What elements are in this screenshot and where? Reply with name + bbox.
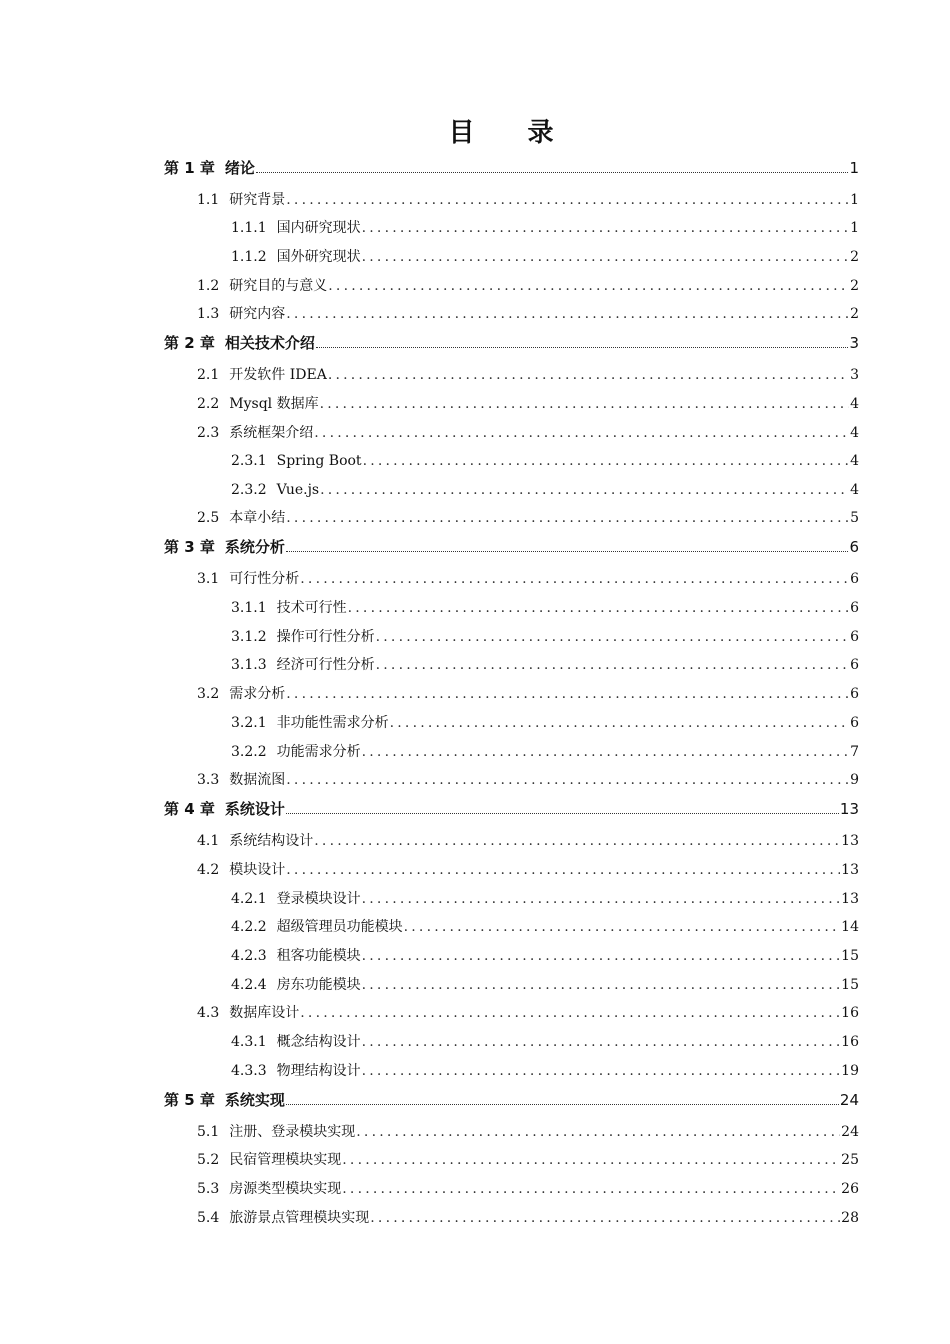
toc-entry-number: 4.2.3 — [231, 948, 267, 964]
toc-entry-page: 1 — [850, 192, 859, 208]
toc-entry-page: 1 — [850, 220, 859, 236]
toc-entry-page: 28 — [841, 1210, 859, 1226]
toc-entry-page: 19 — [841, 1063, 859, 1079]
toc-entry-text: 数据流图 — [229, 772, 286, 788]
toc-entry-number: 1.1.1 — [231, 220, 267, 236]
toc-entry-label — [197, 188, 285, 212]
toc-entry[interactable] — [197, 302, 859, 326]
toc-entry-text: 技术可行性 — [276, 600, 347, 616]
toc-entry-number: 1.3 — [197, 306, 220, 322]
toc-entry-number: 第 2 章 — [164, 334, 215, 352]
toc-entry[interactable] — [197, 392, 859, 416]
toc-entry[interactable] — [231, 449, 859, 473]
dot-leader — [286, 768, 849, 792]
toc-entry-number: 1.2 — [197, 278, 220, 294]
toc-entry[interactable] — [197, 1206, 859, 1230]
toc-entry-number: 2.3.1 — [231, 453, 267, 469]
toc-entry-page: 14 — [841, 919, 859, 935]
toc-entry-page: 4 — [850, 482, 859, 498]
toc-entry-text: 系统结构设计 — [229, 833, 314, 849]
toc-entry-label — [164, 156, 255, 180]
toc-entry-label — [231, 216, 361, 240]
toc-entry-label — [197, 1177, 341, 1201]
toc-entry-page: 6 — [850, 600, 859, 616]
toc-entry-number: 3.2 — [197, 686, 220, 702]
toc-entry-text: 功能需求分析 — [276, 744, 361, 760]
toc-entry-number: 4.1 — [197, 833, 220, 849]
toc-entry-number: 4.2.4 — [231, 977, 267, 993]
toc-entry-number: 5.1 — [197, 1124, 220, 1140]
toc-entry-text: Mysql 数据库 — [229, 396, 319, 412]
toc-entry-text: 非功能性需求分析 — [276, 715, 389, 731]
toc-entry-label — [197, 421, 313, 445]
toc-entry-text: Spring Boot — [276, 453, 362, 469]
toc-entry-page: 24 — [839, 1091, 859, 1109]
dot-leader — [342, 1177, 840, 1201]
toc-entry-label — [197, 768, 285, 792]
toc-entry-page: 16 — [841, 1005, 859, 1021]
dot-leader — [348, 596, 849, 620]
dot-leader — [390, 711, 849, 735]
toc-entry-page: 13 — [841, 862, 859, 878]
toc-entry-text: 研究内容 — [229, 306, 286, 322]
toc-entry[interactable] — [197, 188, 859, 212]
toc-entry-text: 系统实现 — [224, 1091, 285, 1109]
toc-entry[interactable] — [231, 216, 859, 240]
dot-leader — [316, 331, 849, 348]
toc-entry[interactable] — [164, 331, 859, 355]
toc-entry[interactable] — [231, 1059, 859, 1083]
toc-entry-page: 15 — [841, 948, 859, 964]
toc-entry-label — [197, 1120, 355, 1144]
toc-entry-label — [231, 449, 362, 473]
toc-entry-label — [164, 535, 285, 559]
toc-entry-label — [197, 858, 285, 882]
dot-leader — [300, 1001, 840, 1025]
toc-entry-text: 绪论 — [224, 159, 255, 177]
toc-entry-number: 3.1.3 — [231, 657, 267, 673]
dot-leader — [320, 392, 849, 416]
toc-entry-number: 3.2.1 — [231, 715, 267, 731]
toc-entry[interactable] — [164, 797, 859, 821]
toc-entry-page: 2 — [850, 306, 859, 322]
toc-entry-text: 系统分析 — [224, 538, 285, 556]
toc-entry[interactable] — [231, 1030, 859, 1054]
toc-entry-text: 概念结构设计 — [276, 1034, 361, 1050]
toc-entry-page: 6 — [850, 629, 859, 645]
toc-entry-text: 经济可行性分析 — [276, 657, 375, 673]
toc-entry-text: 系统设计 — [224, 800, 285, 818]
toc-entry-page: 6 — [849, 538, 859, 556]
toc-entry-page: 9 — [850, 772, 859, 788]
dot-leader — [356, 1120, 840, 1144]
dot-leader — [256, 156, 849, 173]
toc-entry-text: 本章小结 — [229, 510, 286, 526]
toc-entry-number: 3.2.2 — [231, 744, 267, 760]
toc-entry-page: 15 — [841, 977, 859, 993]
toc-entry[interactable] — [197, 1177, 859, 1201]
toc-entry[interactable] — [231, 887, 859, 911]
toc-entry-label — [197, 1206, 369, 1230]
toc-entry[interactable] — [164, 156, 859, 180]
toc-entry-text: 注册、登录模块实现 — [229, 1124, 356, 1140]
toc-entry-number: 4.2.1 — [231, 891, 267, 907]
dot-leader — [362, 944, 841, 968]
toc-entry-page: 5 — [850, 510, 859, 526]
dot-leader — [362, 216, 849, 240]
toc-entry-page: 13 — [839, 800, 859, 818]
toc-entry-text: 国内研究现状 — [276, 220, 361, 236]
toc-entry-text: 国外研究现状 — [276, 249, 361, 265]
toc-entry[interactable] — [231, 653, 859, 677]
toc-entry-page: 6 — [850, 715, 859, 731]
toc-entry[interactable] — [231, 625, 859, 649]
dot-leader — [342, 1148, 840, 1172]
toc-entry-label — [197, 392, 319, 416]
toc-entry-text: Vue.js — [276, 482, 320, 498]
toc-entry-label — [231, 1059, 361, 1083]
dot-leader — [286, 188, 849, 212]
toc-entry-number: 5.4 — [197, 1210, 220, 1226]
toc-entry-number: 3.1 — [197, 571, 220, 587]
toc-entry-label — [231, 625, 375, 649]
dot-leader — [376, 653, 849, 677]
toc-entry-page: 24 — [841, 1124, 859, 1140]
toc-entry-label — [231, 915, 403, 939]
toc-entry-number: 第 1 章 — [164, 159, 215, 177]
toc-entry-page: 26 — [841, 1181, 859, 1197]
dot-leader — [286, 1088, 839, 1105]
toc-entry[interactable] — [197, 506, 859, 530]
toc-entry-page: 3 — [850, 367, 859, 383]
toc-entry-number: 4.2 — [197, 862, 220, 878]
toc-entry-page: 16 — [841, 1034, 859, 1050]
toc-entry-label — [231, 740, 361, 764]
toc-entry[interactable] — [231, 944, 859, 968]
toc-entry[interactable] — [197, 1001, 859, 1025]
toc-entry-label — [231, 596, 347, 620]
toc-entry-page: 7 — [850, 744, 859, 760]
dot-leader — [370, 1206, 840, 1230]
dot-leader — [286, 858, 840, 882]
toc-entry-page: 4 — [850, 453, 859, 469]
dot-leader — [362, 740, 849, 764]
toc-entry[interactable] — [197, 567, 859, 591]
toc-entry-number: 2.3 — [197, 425, 220, 441]
dot-leader — [286, 302, 849, 326]
toc-entry-label — [197, 302, 285, 326]
toc-entry-number: 4.2.2 — [231, 919, 267, 935]
toc-entry[interactable] — [197, 1120, 859, 1144]
toc-entry-label — [231, 887, 361, 911]
toc-entry-page: 4 — [850, 396, 859, 412]
toc-entry-text: 超级管理员功能模块 — [276, 919, 403, 935]
dot-leader — [300, 567, 849, 591]
dot-leader — [286, 682, 849, 706]
toc-entry-text: 开发软件 IDEA — [229, 367, 327, 383]
toc-entry-text: 物理结构设计 — [276, 1063, 361, 1079]
toc-entry-label — [197, 506, 285, 530]
toc-entry[interactable] — [197, 768, 859, 792]
toc-entry-label — [197, 567, 299, 591]
toc-entry-number: 1.1.2 — [231, 249, 267, 265]
dot-leader — [362, 245, 849, 269]
toc-entry-text: 租客功能模块 — [276, 948, 361, 964]
toc-entry-text: 模块设计 — [229, 862, 286, 878]
toc-entry-page: 13 — [841, 891, 859, 907]
toc-entry-label — [231, 973, 361, 997]
toc-entry-number: 4.3 — [197, 1005, 220, 1021]
toc-entry-text: 登录模块设计 — [276, 891, 361, 907]
toc-entry[interactable] — [197, 421, 859, 445]
dot-leader — [314, 829, 840, 853]
dot-leader — [363, 449, 850, 473]
toc-entry-number: 2.3.2 — [231, 482, 267, 498]
toc-entry-number: 4.3.3 — [231, 1063, 267, 1079]
dot-leader — [362, 1030, 841, 1054]
toc-entry-number: 2.1 — [197, 367, 220, 383]
toc-entry-number: 5.3 — [197, 1181, 220, 1197]
dot-leader — [286, 797, 839, 814]
toc-entry-text: 旅游景点管理模块实现 — [229, 1210, 370, 1226]
toc-entry-number: 2.5 — [197, 510, 220, 526]
toc-entry-text: 需求分析 — [229, 686, 286, 702]
toc-entry-text: 数据库设计 — [229, 1005, 300, 1021]
toc-entry[interactable] — [231, 740, 859, 764]
toc-entry-label — [197, 829, 313, 853]
toc-entry[interactable] — [197, 274, 859, 298]
toc-entry[interactable] — [197, 363, 859, 387]
toc-entry-label — [164, 331, 315, 355]
toc-entry-number: 3.3 — [197, 772, 220, 788]
toc-entry-number: 3.1.2 — [231, 629, 267, 645]
toc-entry-text: 操作可行性分析 — [276, 629, 375, 645]
toc-entry-number: 第 5 章 — [164, 1091, 215, 1109]
toc-entry-label — [231, 711, 389, 735]
toc-entry-page: 1 — [849, 159, 859, 177]
toc-entry-label — [231, 245, 361, 269]
toc-entry-number: 4.3.1 — [231, 1034, 267, 1050]
toc-entry-number: 3.1.1 — [231, 600, 267, 616]
toc-entry-number: 第 4 章 — [164, 800, 215, 818]
toc-entry-page: 6 — [850, 571, 859, 587]
toc-entry[interactable] — [197, 829, 859, 853]
toc-entry-page: 13 — [841, 833, 859, 849]
toc-entry-number: 第 3 章 — [164, 538, 215, 556]
toc-title: 目 录 — [448, 118, 576, 148]
toc-entry-label — [197, 1001, 299, 1025]
dot-leader — [376, 625, 849, 649]
toc-entry[interactable] — [231, 711, 859, 735]
toc-entry-label — [231, 478, 319, 502]
toc-entry-label — [164, 1088, 285, 1112]
toc-entry-text: 研究背景 — [229, 192, 286, 208]
toc-entry[interactable] — [164, 1088, 859, 1112]
toc-entry[interactable] — [164, 535, 859, 559]
toc-entry-text: 房源类型模块实现 — [229, 1181, 342, 1197]
dot-leader — [404, 915, 841, 939]
dot-leader — [286, 506, 849, 530]
toc-entry-page: 2 — [850, 278, 859, 294]
toc-entry-text: 房东功能模块 — [276, 977, 361, 993]
dot-leader — [286, 535, 849, 552]
toc-entry-label — [197, 1148, 341, 1172]
toc-entry-number: 1.1 — [197, 192, 220, 208]
toc-entry-label — [231, 1030, 361, 1054]
toc-entry-page: 2 — [850, 249, 859, 265]
toc-entry-label — [197, 682, 285, 706]
dot-leader — [362, 887, 841, 911]
toc-entry-label — [197, 363, 327, 387]
toc-entry[interactable] — [231, 478, 859, 502]
toc-entry-number: 5.2 — [197, 1152, 220, 1168]
toc-entry-page: 6 — [850, 686, 859, 702]
toc-entry-label — [231, 653, 375, 677]
dot-leader — [362, 973, 841, 997]
toc-entry-text: 可行性分析 — [229, 571, 300, 587]
toc-entry-page: 3 — [849, 334, 859, 352]
toc-entry-label — [231, 944, 361, 968]
toc-entry-page: 6 — [850, 657, 859, 673]
toc-entry-page: 4 — [850, 425, 859, 441]
toc-entry-label — [164, 797, 285, 821]
toc-entry-page: 25 — [841, 1152, 859, 1168]
toc-entry[interactable] — [231, 596, 859, 620]
toc-entry-text: 相关技术介绍 — [224, 334, 315, 352]
toc-entry-label — [197, 274, 327, 298]
dot-leader — [320, 478, 849, 502]
dot-leader — [328, 363, 849, 387]
toc-entry-number: 2.2 — [197, 396, 220, 412]
toc-entry[interactable] — [231, 915, 859, 939]
toc-entry[interactable] — [231, 973, 859, 997]
toc-entry-text: 民宿管理模块实现 — [229, 1152, 342, 1168]
dot-leader — [328, 274, 849, 298]
toc-entry[interactable] — [197, 682, 859, 706]
toc-entry[interactable] — [231, 245, 859, 269]
dot-leader — [314, 421, 849, 445]
toc-entry[interactable] — [197, 858, 859, 882]
toc-entry-text: 系统框架介绍 — [229, 425, 314, 441]
toc-entry[interactable] — [197, 1148, 859, 1172]
dot-leader — [362, 1059, 841, 1083]
toc-entry-text: 研究目的与意义 — [229, 278, 328, 294]
